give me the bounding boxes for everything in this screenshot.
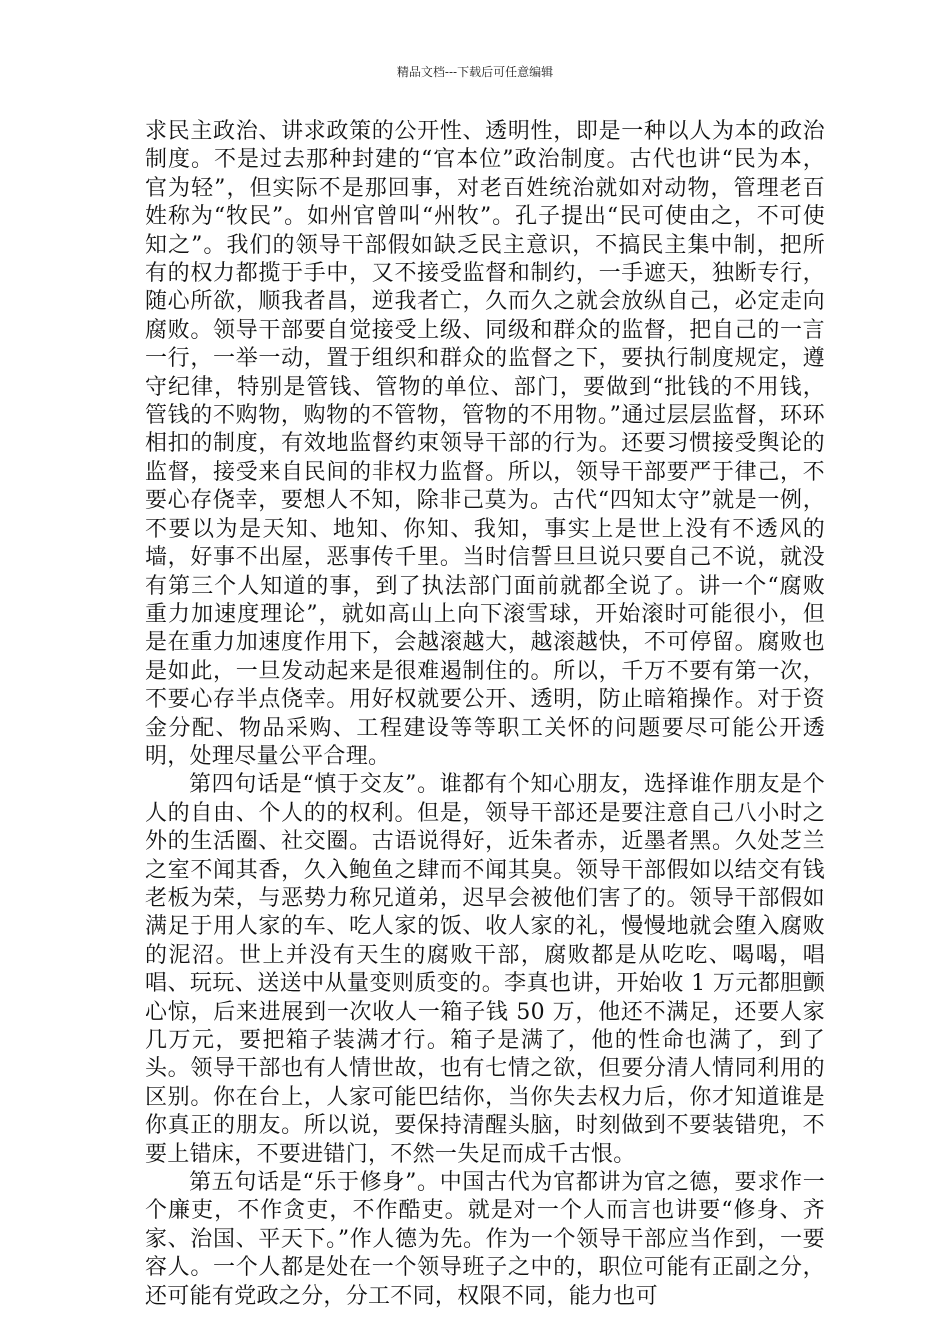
document-body xyxy=(145,118,825,1311)
paragraph-2: 第四句话是“慎于交友”。谁都有个知心朋友，选择谁作朋友是个人的自由、个人的的权利。但是，领导干部还是要注意自己八小时之外的生活圈、社交圈。古语说得好，近朱者赤，近墨者黑。久处芝兰之室不闻其香，久入鲍鱼之肆而不闻其臭。领导干部假如以结交有钱老板为荣，与恶势力称兄道弟，迟早会被他们害了的。领导干部假如满足于用人家的车、吃人家的饭、收人家的礼，慢慢地就会堕入腐败的泥沼。世上并没有天生的腐败干部，腐败都是从吃吃、喝喝，唱唱、玩玩、送送中从量变则质变的。李真也讲，开始收 1 万元都胆颤心惊，后来进展到一次收人一箱子钱 50 万，他还不满足，还要人家几万元，要把箱子装满才行。箱子是满了，他的性命也满了，到了头。领导干部也有人情世故，也有七情之欲，但要分清人情同利用的区别。你在台上，人家可能巴结你，当你失去权力后，你才知道谁是你真正的朋友。所以说，要保持清醒头脑，时刻做到不要装错兜，不要上错床，不要进错门，不然一失足而成千古恨。 xyxy=(145,772,825,1167)
page-header: 精品文档---下载后可任意编辑 xyxy=(396,65,554,79)
paragraph-1: 求民主政治、讲求政策的公开性、透明性，即是一种以人为本的政治制度。不是过去那种封建的“官本位”政治制度。古代也讲“民为本，官为轻”，但实际不是那回事，对老百姓统治就如对动物，管理老百姓称为“牧民”。如州官曾叫“州牧”。孔子提出“民可使由之，不可使知之”。我们的领导干部假如缺乏民主意识，不搞民主集中制，把所有的权力都揽于手中，又不接受监督和制约，一手遮天，独断专行，随心所欲，顺我者昌，逆我者亡，久而久之就会放纵自己，必定走向腐败。领导干部要自觉接受上级、同级和群众的监督，把自己的一言一行，一举一动，置于组织和群众的监督之下，要执行制度规定，遵守纪律，特别是管钱、管物的单位、部门，要做到“批钱的不用钱，管钱的不购物，购物的不管物，管物的不用物。”通过层层监督，环环相扣的制度，有效地监督约束领导干部的行为。还要习惯接受舆论的监督，接受来自民间的非权力监督。所以，领导干部要严于律己，不要心存侥幸，要想人不知，除非己莫为。古代“四知太守”就是一例，不要以为是天知、地知、你知、我知，事实上是世上没有不透风的墙，好事不出屋，恶事传千里。当时信誓旦旦说只要自己不说，就没有第三个人知道的事，到了执法部门面前就都全说了。讲一个“腐败重力加速度理论”，就如高山上向下滚雪球，开始滚时可能很小，但是在重力加速度作用下，会越滚越大，越滚越快，不可停留。腐败也是如此，一旦发动起来是很难遏制住的。所以，千万不要有第一次，不要心存半点侥幸。用好权就要公开、透明，防止暗箱操作。对于资金分配、物品采购、工程建设等等职工关怀的问题要尽可能公开透明，处理尽量公平合理。 xyxy=(145,119,825,769)
paragraph-3: 第五句话是“乐于修身”。中国古代为官都讲为官之德，要求作一个廉吏，不作贪吏，不作酷吏。就是对一个人而言也讲要“修身、齐家、治国、平天下。”作人德为先。作为一个领导干部应当作到，一要容人。一个人都是处在一个领导班子之中的，职位可能有正副之分，还可能有党政之分，分工不同，权限不同，能力也可 xyxy=(145,1170,825,1309)
